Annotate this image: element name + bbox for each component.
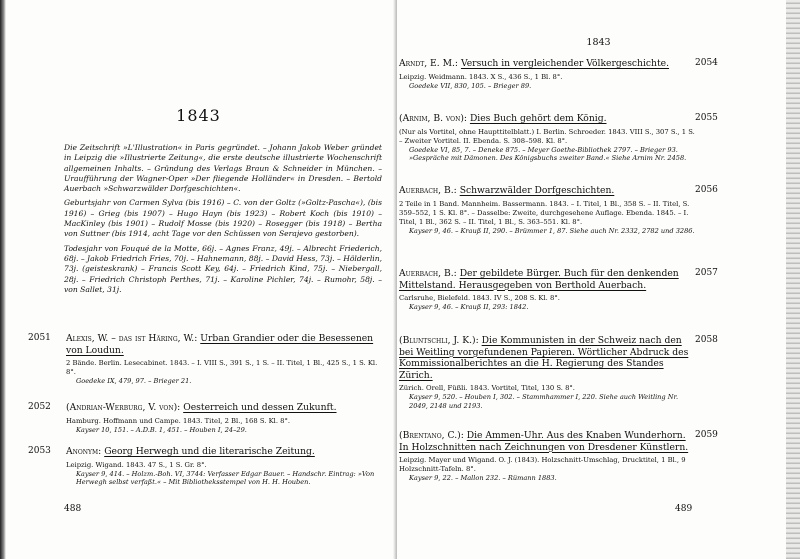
entry-publication: (Nur als Vortitel, ohne Haupttitelblatt.) I. Berlin. Schroeder. 1843. VIII S., 307 S., 1 S. – Zweiter Vortitel. II. Ebenda. S. 308–598. Kl. 8°. — [399, 127, 695, 145]
entry-author: (Andrian-Werburg, V. von): — [66, 402, 181, 413]
catalog-entry-2055 — [397, 113, 800, 163]
entry-title: Schwarzwälder Dorfgeschichten. — [459, 185, 615, 196]
entry-title-line — [399, 335, 695, 381]
entry-references: Kayser 9, 22. – Mallon 232. – Rümann 1883. — [409, 474, 557, 482]
left-page — [0, 0, 397, 559]
entry-title: Die Ammen-Uhr. Aus des Knaben Wunderhorn. In Holzschnitten nach Zeichnungen von Dresdener Künstlern. — [399, 430, 689, 453]
entry-title: Der gebildete Bürger. Buch für den denkenden Mittelstand. Herausgegeben von Berthold Auerbach. — [399, 268, 679, 291]
entry-publication: Hamburg. Hoffmann und Campe. 1843. Titel, 2 Bl., 168 S. Kl. 8°. — [66, 416, 291, 425]
entry-title: Georg Herwegh und die literarische Zeitung. — [104, 446, 315, 457]
intro-births: Geburtsjahr von Carmen Sylva (bis 1916) – C. von der Goltz (»Goltz-Pascha«), (bis 1916) – Grieg (bis 1907) – Hugo Hayn (bis 1923) – Robert Koch (bis 1910) – MacKinley (bis 1901) – Rudolf Mosse (bis 1920) – Rosegger (bis 1918) – Bertha von Suttner (bis 1914, acht Tage vor den Schüssen von Serajevo gestorben). — [64, 198, 382, 239]
entry-title: Dies Buch gehört dem König. — [469, 113, 607, 124]
entry-title-line — [66, 333, 378, 356]
page-edge-shadow — [0, 0, 6, 559]
entry-title: Oesterreich und dessen Zukunft. — [183, 402, 337, 413]
catalog-entry-2058 — [397, 335, 800, 410]
entry-number: 2053 — [28, 446, 51, 456]
entry-publication: Zürich. Orell, Füßli. 1843. Vortitel, Titel, 130 S. 8°. — [399, 384, 575, 392]
catalog-entry-2056 — [397, 185, 800, 235]
catalog-entry-2052 — [28, 402, 378, 434]
year-heading: 1843 — [176, 106, 221, 125]
entry-title-line — [399, 113, 695, 125]
entry-author: Auerbach, B.: — [399, 268, 457, 279]
entry-number: 2059 — [695, 430, 718, 440]
entry-references: Kayser 9, 520. – Houben I, 302. – Stammhammer I, 220. Siehe auch Weitling Nr. 2049, 2148 und 2193. — [409, 393, 679, 410]
intro-deaths: Todesjahr von Fouqué de la Motte, 66j. – Agnes Franz, 49j. – Albrecht Friederich, 68j. – Jakob Friedrich Fries, 70j. – Hahnemann, 88j. – David Hess, 73j. – Hölderlin, 73j. (geisteskrank) – Francis Scott Key, 64j. – Friedrich Kind, 75j. – Niebergall, 28j. – Friedrich Christoph Perthes, 71j. – Karoline Pichler, 74j. – Rumohr, 58j. – von Sallet, 31j. — [64, 243, 382, 294]
entry-author: (Arnim, B. von): — [399, 113, 468, 124]
entry-references: Goedeke VI, 85, 7. – Deneke 875. – Meyer Goethe-Bibliothek 2797. – Brieger 93. »Gespräche mit Dämonen. Des Königsbuchs zweiter Band.« Siehe Arnim Nr. 2458. — [409, 145, 687, 162]
year-introduction — [64, 143, 382, 299]
entry-title-line — [66, 446, 378, 458]
catalog-entry-2057 — [397, 268, 800, 312]
entry-title: Urban Grandier oder die Besessenen von Loudun. — [66, 333, 374, 356]
entry-title-line — [399, 185, 695, 197]
catalog-entry-2053 — [28, 446, 378, 487]
entry-author: Auerbach, B.: — [399, 185, 457, 196]
entry-author: (Bluntschli, J. K.): — [399, 335, 479, 346]
entry-number: 2054 — [695, 58, 718, 68]
entry-publication: Carlsruhe, Bielefeld. 1843. IV S., 208 S. Kl. 8°. — [399, 294, 560, 302]
entry-number: 2058 — [695, 335, 718, 345]
entry-references: Kayser 10, 151. – A.D.B. 1, 451. – Houben I, 24–29. — [76, 425, 247, 434]
intro-events: Die Zeitschrift »L'Illustration« in Paris gegründet. – Johann Jakob Weber gründet in Leipzig die »Illustrierte Zeitung«, die erste deutsche illustrierte Wochenschrift allgemeinen Inhalts. – Gründung des Verlags Braun & Schneider in München. – Uraufführung der Wagner-Oper »Der fliegende Holländer« in Dresden. – Bertold Auerbach »Schwarzwälder Dorfgeschichten«. — [64, 143, 382, 194]
entry-title-line — [66, 402, 378, 414]
entry-publication: 2 Teile in 1 Band. Mannheim. Bassermann. 1843. – I. Titel, 1 Bl., 358 S. – II. Titel, S. 359–552, 1 S. Kl. 8°. – Dasselbe: Zweite, durchgesehene Auflage. Ebenda. 1845. – I. Titel, 1 Bl., 362 S. – II. Titel, 1 Bl., S. 363–551. Kl. 8°. — [399, 199, 690, 226]
entry-title: Versuch in vergleichender Völkergeschichte. — [460, 58, 670, 69]
entry-author: Alexis, W. – das ist Häring, W.: — [66, 333, 198, 344]
entry-number: 2057 — [695, 268, 718, 278]
entry-number: 2056 — [695, 185, 718, 195]
entry-references: Goedeke IX, 479, 97. – Brieger 21. — [76, 377, 192, 385]
entry-author: Arndt, E. M.: — [399, 58, 459, 69]
catalog-entry-2051 — [28, 333, 378, 386]
entry-title-line — [399, 58, 695, 70]
entry-references: Goedeke VII, 830, 105. – Brieger 89. — [409, 81, 532, 90]
catalog-entry-2059 — [397, 430, 800, 483]
entry-author: Anonym: — [66, 446, 102, 457]
entry-publication: 2 Bände. Berlin. Lesecabinet. 1843. – I. VIII S., 391 S., 1 S. – II. Titel, 1 Bl., 425 S., 1 S. Kl. 8°. — [66, 359, 378, 376]
entry-references: Kayser 9, 46. – Krauß II, 293: 1842. — [409, 303, 529, 311]
entry-number: 2052 — [28, 402, 51, 412]
entry-references: Kayser 9, 46. – Krauß II, 290. – Brümmer 1, 87. Siehe auch Nr. 2332, 2782 und 3286. — [409, 226, 695, 235]
entry-publication: Leipzig. Wigand. 1843. 47 S., 1 S. Gr. 8°. — [66, 460, 207, 469]
entry-title: Die Kommunisten in der Schweiz nach den bei Weitling vorgefundenen Papieren. Wörtlicher Abdruck des Kommissionalberichtes an die H. Regierung des Standes Zürich. — [399, 335, 689, 381]
entry-references: Kayser 9, 414. – Holzm.-Boh. VI, 3744: Verfasser Edgar Bauer. – Handschr. Eintrag: »Von Herwegh selbst verfaßt.« – Mit Bibliotheksstempel von H. H. Houben. — [76, 469, 375, 486]
entry-title-line — [399, 430, 695, 453]
entry-publication: Leipzig. Weidmann. 1843. X S., 436 S., 1 Bl. 8°. — [399, 72, 563, 81]
entry-number: 2051 — [28, 333, 51, 343]
page-edge-texture — [786, 0, 800, 559]
entry-number: 2055 — [695, 113, 718, 123]
catalog-entry-2054 — [397, 58, 800, 90]
page-number: 489 — [675, 504, 693, 514]
entry-title-line — [399, 268, 695, 291]
right-page — [397, 0, 800, 559]
running-head: 1843 — [586, 37, 611, 48]
page-number: 488 — [64, 504, 82, 514]
entry-author: (Brentano, C.): — [399, 430, 464, 441]
entry-publication: Leipzig. Mayer und Wigand. O. J. (1843). Holzschnitt-Umschlag, Drucktitel, 1 Bl., 9 Holzschnitt-Tafeln. 8°. — [399, 456, 686, 473]
